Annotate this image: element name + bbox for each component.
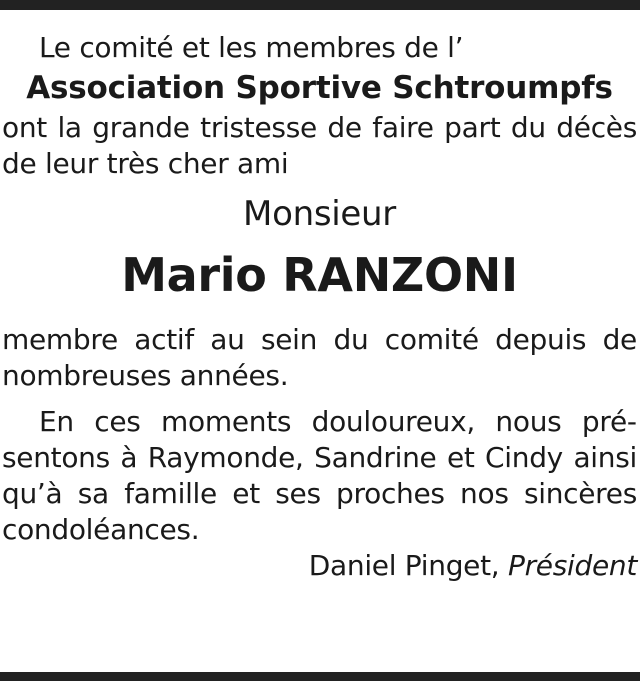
announcement-text: ont la grande tristesse de faire part du décès de leur très cher ami <box>2 111 637 180</box>
top-border-rule <box>0 0 640 10</box>
deceased-name: Mario RANZONI <box>121 248 518 302</box>
condolences-text: En ces moments douloureux, nous présentons à Raymonde, Sandrine et Cindy ainsi qu’à sa famille et ses proches nos sincères condoléances. <box>2 405 637 546</box>
association-name: Association Sportive Schtroumpfs <box>26 70 613 106</box>
obituary-notice <box>2 30 637 584</box>
honorific-title: Monsieur <box>243 194 396 234</box>
bottom-border-rule <box>0 672 640 681</box>
member-info-text: membre actif au sein du comité depuis de nombreuses années. <box>2 323 637 392</box>
signature <box>2 548 637 584</box>
intro-line: Le comité et les membres de l’ <box>39 31 464 64</box>
signatory-name: Daniel Pinget, <box>308 549 500 582</box>
signatory-role: Président <box>507 549 637 582</box>
